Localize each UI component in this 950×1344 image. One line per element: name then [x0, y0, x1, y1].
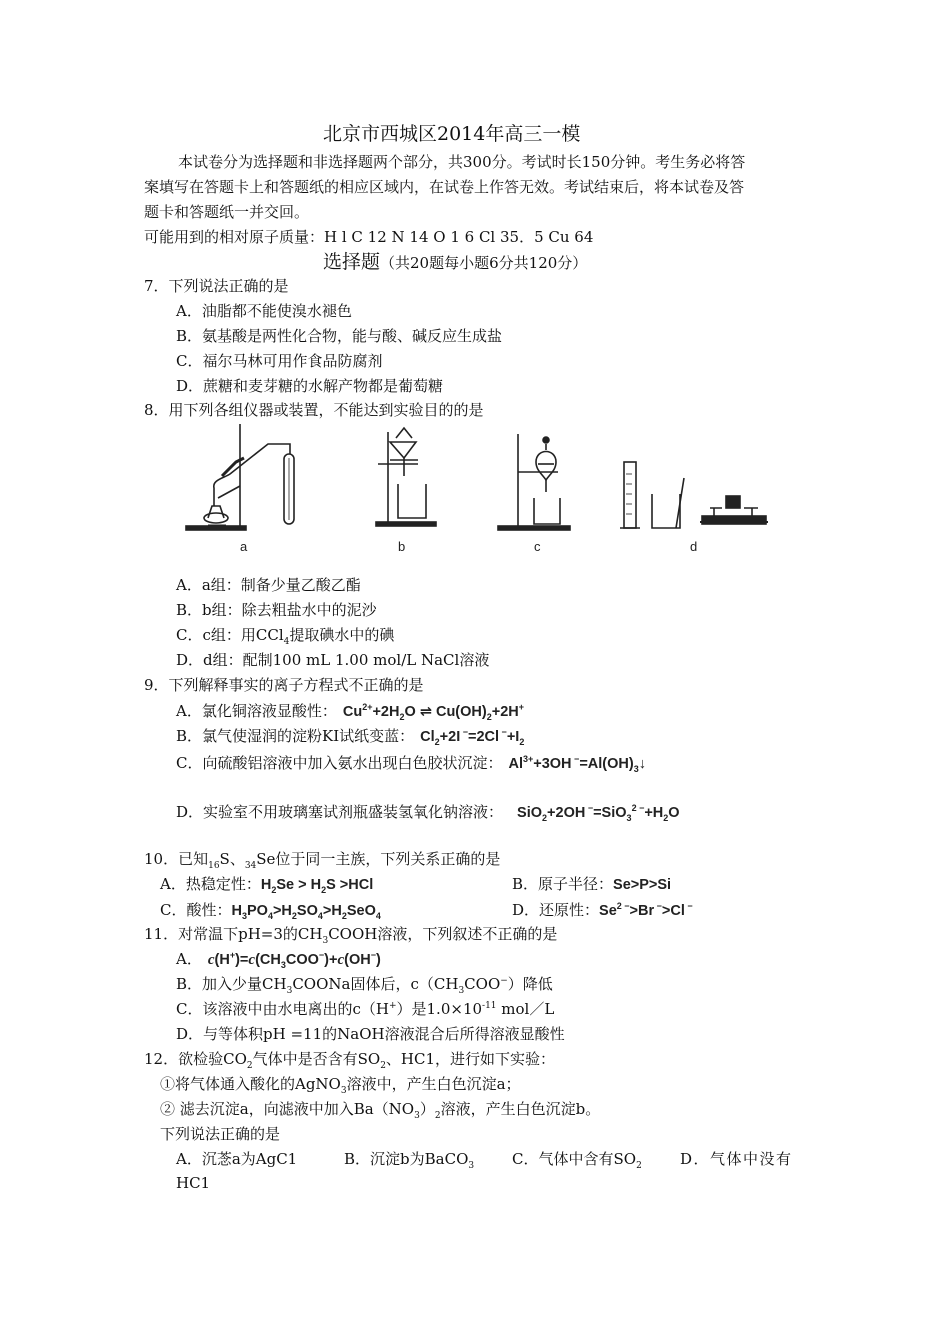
figure-label-b: b: [398, 539, 406, 554]
page-title: 北京市西城区2014年高三一模: [323, 123, 581, 145]
q9-b-equation: $Cl_2+2I$ −=2Cl $^-+I_2$: [420, 727, 525, 747]
apparatus-d: [620, 462, 768, 528]
q12-option-d: D．气体中没有: [680, 1150, 793, 1168]
q9-a-equation: $Cu^{2+}+2H_2O$ ⇌ $Cu(OH)_2+2H^+$: [342, 702, 525, 722]
q11-option-b: B．加入少量$CH_3COONa$固体后，$c(CH_3COO^-)$降低: [176, 975, 553, 996]
q10-option-b: B．原子半径：Se>P>Si: [512, 875, 672, 893]
q10-option-d: D．还原性：$Se^{2 -}>Br$ −>Cl −: [512, 901, 693, 919]
q12-option-b: B．沉淀b为BaCO$_3$: [344, 1150, 475, 1171]
q10-option-a: A．热稳定性：$H_2Se > H_2S >HCl$: [160, 875, 374, 895]
q9-option-b: B．氯气使湿润的淀粉KI试纸变蓝： $Cl_2+2I$ −=2Cl $^-+I_2$: [176, 727, 525, 747]
q9-option-a: A．氯化铜溶液显酸性： $Cu^{2+}+2H_2O$ ⇌ $Cu(OH)_2+2H^+$: [176, 702, 525, 722]
figure-label-a: a: [240, 539, 248, 554]
q10-a-expr: $H_2Se > H_2S >HCl$: [260, 877, 374, 895]
q10-c-expr: $H_3PO_4>H_2SO_4>H_2SeO_4$: [231, 903, 381, 921]
q12-step-1: ①将气体通入酸化的AgNO$_3$溶液中，产生白色沉淀a；: [160, 1075, 521, 1096]
atomic-masses: 可能用到的相对原子质量：H l C 12 N 14 O 1 6 Cl 35．5 Cu 64: [144, 228, 594, 246]
q10-d-expr: $Se^{2 -}>Br$ −>Cl −: [599, 901, 693, 919]
intro-line-2: 案填写在答题卡上和答题纸的相应区域内，在试卷上作答无效。考试结束后，将本试卷及答: [144, 178, 745, 196]
q10-option-c: C．酸性：$H_3PO_4>H_2SO_4>H_2SeO_4$: [160, 901, 381, 921]
q10-stem: 10．已知$_{16}$S、$_{34}$Se位于同一主族，下列关系正确的是: [144, 850, 501, 871]
q12-option-c: C．气体中含有$SO_2$: [512, 1150, 642, 1171]
figure-label-c: c: [534, 539, 541, 554]
apparatus-a: [186, 424, 294, 530]
q11-option-a: A． $c(H^+)=c(CH_3COO^-)+c(OH^-)$: [176, 950, 381, 970]
apparatus-figure: [178, 418, 778, 560]
q11-stem: 11．对常温下pH=3的$CH_3COOH$溶液，下列叙述不正确的是: [144, 925, 558, 946]
q8-stem: 8．用下列各组仪器或装置，不能达到实验目的的是: [144, 401, 484, 419]
q12-option-d-cont: HC1: [176, 1174, 211, 1192]
q8-option-c: C．c组：用CCl$_4$提取碘水中的碘: [176, 626, 395, 647]
q11-a-expr: c: [207, 952, 215, 968]
q8-option-b: B．b组：除去粗盐水中的泥沙: [176, 601, 377, 619]
q12-stem: 12．欲检验$CO_2$气体中是否含有$SO_2$、HC1，进行如下实验：: [144, 1050, 556, 1071]
q8-option-d: D．d组：配制100 mL 1.00 mol/L NaCl溶液: [176, 651, 490, 669]
q8-option-a: A．a组：制备少量乙酸乙酯: [176, 576, 361, 594]
figure-label-d: d: [690, 539, 698, 554]
q9-c-equation: $Al^{3+}+3OH$ $^-=Al(OH)_3↓$: [508, 754, 646, 774]
section-heading: 选择题（共20题每小题6分共120分）: [323, 251, 588, 273]
q11-option-d: D．与等体积pH =11的NaOH溶液混合后所得溶液显酸性: [176, 1025, 565, 1043]
apparatus-b: [376, 428, 436, 526]
q12-step-2: ② 滤去沉淀a，向滤液中加入$Ba(NO_3)_2$溶液，产生白色沉淀b。: [160, 1100, 601, 1121]
q7-option-c: C．福尔马林可用作食品防腐剂: [176, 352, 383, 370]
q11-option-c: C．该溶液中由水电离出的c（H+）是$1.0\times 10^{-11}$ mol／L: [176, 1000, 555, 1018]
apparatus-c: [498, 434, 570, 530]
intro-line-3: 题卡和答题纸一并交回。: [144, 203, 310, 221]
q7-option-b: B．氨基酸是两性化合物，能与酸、碱反应生成盐: [176, 327, 503, 345]
q12-ask: 下列说法正确的是: [160, 1125, 281, 1143]
q9-d-equation: SiO$_2$+2OH $^-=SiO_3^{2 -}+H_2O$: [517, 803, 680, 823]
q9-stem: 9．下列解释事实的离子方程式不正确的是: [144, 676, 424, 694]
q7-option-a: A．油脂都不能使溴水褪色: [176, 302, 352, 320]
q9-option-c: C．向硫酸铝溶液中加入氨水出现白色胶状沉淀： $Al^{3+}+3OH$ $^-=Al(OH)_3↓$: [176, 754, 646, 774]
q10-b-expr: Se>P>Si: [613, 877, 672, 893]
q12-option-a: A．沉菍a为AgC1: [176, 1150, 298, 1168]
intro-line-1: 本试卷分为选择题和非选择题两个部分，共300分。考试时长150分钟。考生务必将答: [178, 153, 746, 171]
q7-stem: 7．下列说法正确的是: [144, 277, 289, 295]
q9-option-d: D．实验室不用玻璃塞试剂瓶盛装氢氧化钠溶液： SiO$_2$+2OH $^-=SiO_3^{2 -}+H_2O$: [176, 803, 680, 823]
q7-option-d: D．蔗糖和麦芽糖的水解产物都是葡萄糖: [176, 377, 444, 395]
